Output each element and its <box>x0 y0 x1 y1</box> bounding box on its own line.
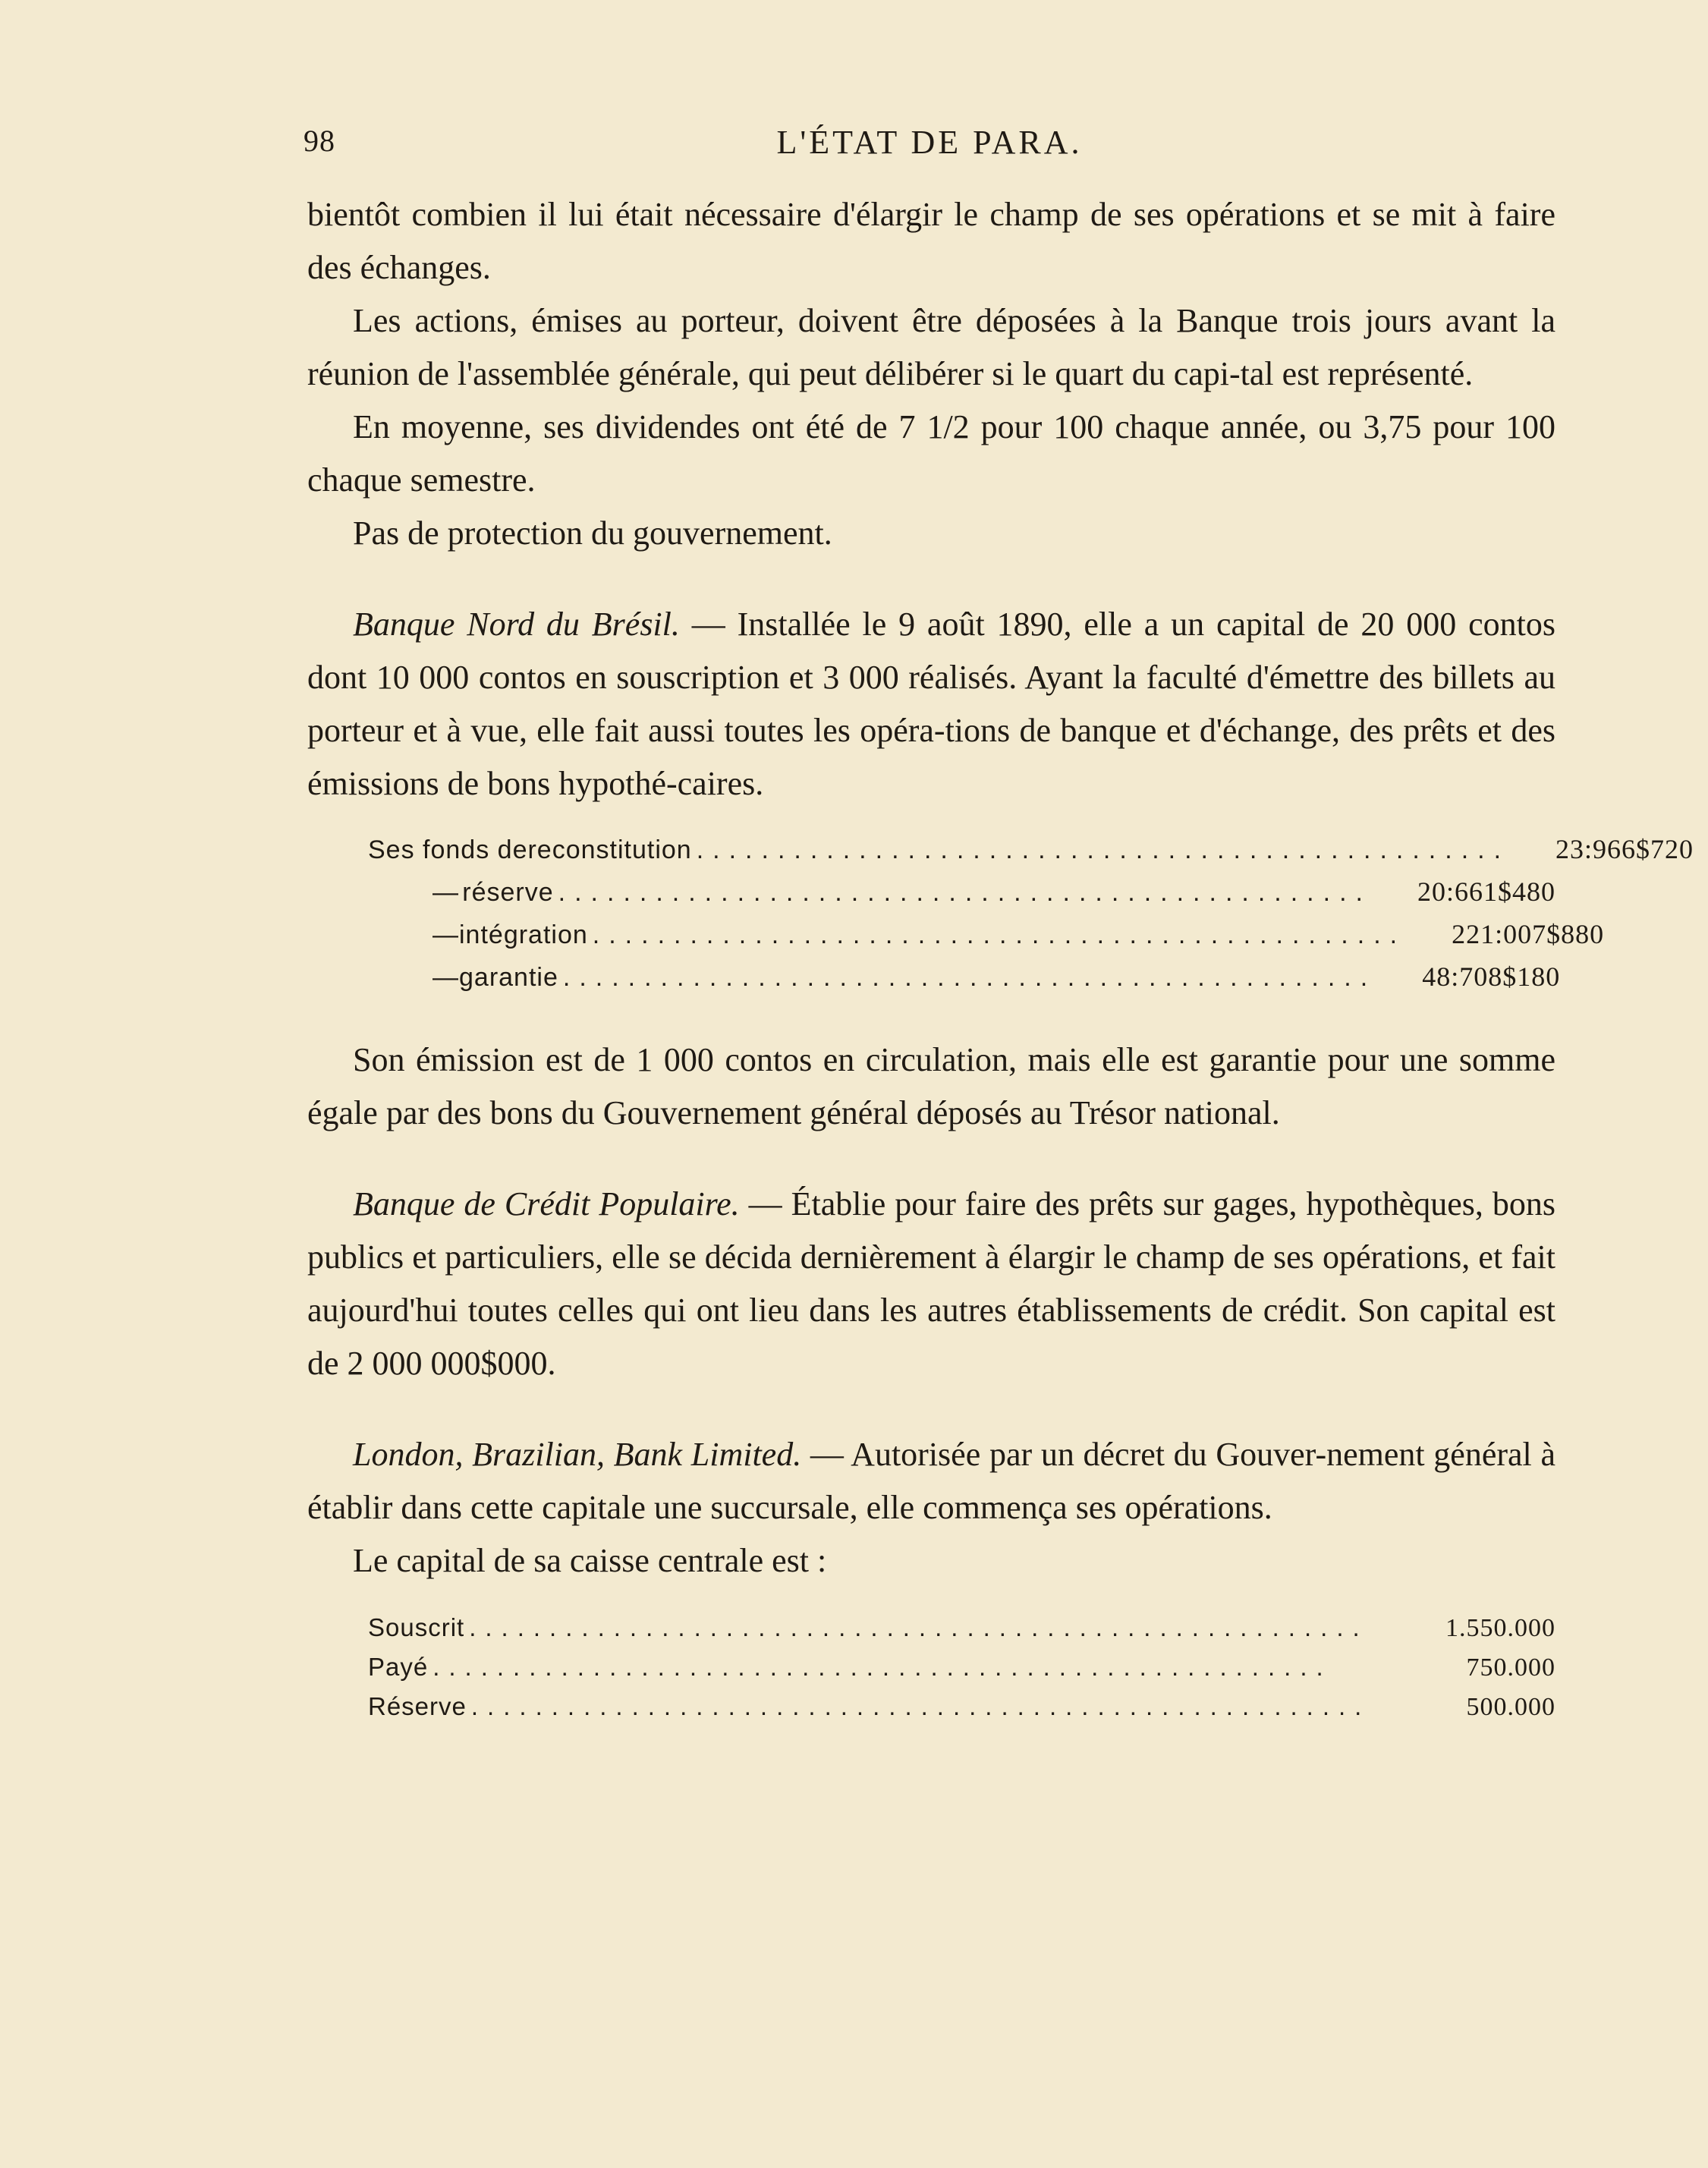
ledger-row <box>307 833 1694 876</box>
ledger-prefix: — <box>433 920 459 949</box>
bank-name-nord: Banque Nord du Brésil. <box>353 606 680 643</box>
ledger-row <box>307 876 1555 918</box>
paragraph-london-brazilian <box>307 1428 1555 1534</box>
running-title: L'ÉTAT DE PARA. <box>776 124 1083 161</box>
leader-dots: .................................................. <box>696 835 1511 864</box>
paragraph-dividends: En moyenne, ses dividendes ont été de 7 1/2 pour 100 chaque année, ou 3,75 pour 100 chaque semestre. <box>307 408 1555 499</box>
paragraph-emission: Son émission est de 1 000 contos en circulation, mais elle est garantie pour une somme égale par des bons du Gouvernement général déposés au Trésor national. <box>307 1041 1555 1131</box>
paragraph-capital-intro: Le capital de sa caisse centrale est : <box>353 1542 827 1579</box>
capital-label: Réserve <box>368 1692 467 1720</box>
funds-ledger <box>307 833 1694 1003</box>
bank-description-nord: — Installée le 9 août 1890, elle a un capital de 20 000 contos dont 10 000 contos en souscription et 3 000 réalisés. Ayant la faculté d'émettre des billets au porteur et à vue, elle fait aussi toutes les opéra-tions de banque et d'échange, des prêts et des émissions de bons hypothé-caires. <box>307 606 1555 802</box>
capital-value: 1.550.000 <box>1445 1614 1555 1642</box>
bank-description-credit-populaire: — Établie pour faire des prêts sur gages, hypothèques, bons publics et particuliers, elle se décida dernièrement à élargir le champ de ses opérations, et fait aujourd'hui toutes celles qui ont lieu dans les autres établissements de crédit. Son capital est de 2 000 000$000. <box>307 1185 1555 1382</box>
capital-row <box>307 1692 1555 1732</box>
ledger-label: intégration <box>459 920 588 949</box>
paragraph-credit-populaire <box>307 1178 1555 1390</box>
ledger-label: reconstitution <box>527 835 692 864</box>
ledger-value: 20:661$480 <box>1417 876 1555 907</box>
leader-dots: .................................................. <box>592 920 1407 949</box>
paragraph-protection: Pas de protection du gouvernement. <box>353 514 832 552</box>
ledger-value: 48:708$180 <box>1422 961 1561 992</box>
bank-name-london-brazilian: London, Brazilian, Bank Limited. <box>353 1436 802 1473</box>
ledger-row <box>307 961 1561 1003</box>
ledger-row <box>307 918 1605 961</box>
ledger-label: réserve <box>462 878 554 907</box>
capital-table <box>307 1613 1555 1732</box>
ledger-label: garantie <box>459 963 558 992</box>
body-text <box>307 188 1694 1732</box>
ledger-value: 221:007$880 <box>1452 919 1605 949</box>
bank-description-london-brazilian: — Autorisée par un décret du Gouver-nement général à établir dans cette capitale une succursale, elle commença ses opérations. <box>307 1436 1555 1526</box>
capital-value: 750.000 <box>1466 1654 1555 1682</box>
leader-dots: .................................................. <box>558 878 1372 907</box>
ledger-prefix: Ses fonds de <box>368 835 528 864</box>
paragraph-continuation: bientôt combien il lui était nécessaire d'élargir le champ de ses opérations et se mit à faire des échanges. <box>307 196 1555 286</box>
ledger-value: 23:966$720 <box>1555 834 1694 864</box>
paragraph-banque-nord <box>307 598 1555 810</box>
leader-dots: .................................................. <box>562 963 1377 992</box>
paragraph-actions: Les actions, émises au porteur, doivent être déposées à la Banque trois jours avant la réunion de l'assemblée générale, qui peut délibérer si le quart du capi-tal est représenté. <box>307 302 1555 392</box>
bank-name-credit-populaire: Banque de Crédit Populaire. <box>353 1185 740 1222</box>
page-header <box>304 123 1555 168</box>
ledger-prefix: — <box>433 963 459 992</box>
capital-value: 500.000 <box>1466 1693 1555 1721</box>
page-number: 98 <box>304 124 335 158</box>
ledger-prefix: — <box>433 878 459 907</box>
leader-dots: ........................................................ <box>433 1653 1332 1681</box>
capital-row <box>307 1613 1555 1653</box>
capital-label: Souscrit <box>368 1613 465 1641</box>
leader-dots: ........................................................ <box>470 1692 1371 1720</box>
capital-label: Payé <box>368 1653 429 1681</box>
leader-dots: ........................................................ <box>469 1613 1369 1641</box>
capital-row <box>307 1653 1555 1692</box>
